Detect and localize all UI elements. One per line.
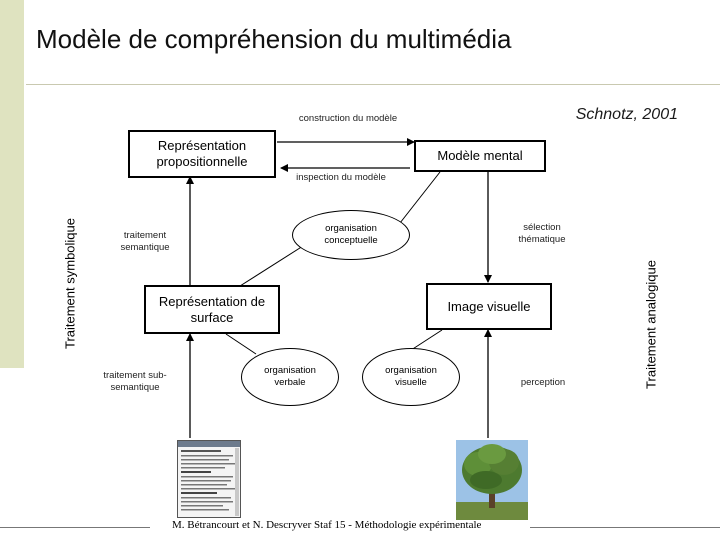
box-visual-image — [426, 283, 552, 330]
tree-picture-thumbnail — [456, 440, 528, 520]
footer-text: M. Bétrancourt et N. Descryver Staf 15 - Méthodologie expérimentale — [172, 519, 482, 531]
box-surface-label: Représentation de surface — [158, 293, 266, 325]
label-construction: construction du modèle — [298, 113, 398, 124]
slide-title: Modèle de compréhension du multimédia — [36, 24, 512, 54]
footer-line-left — [0, 527, 150, 528]
text-document-thumbnail — [177, 440, 241, 518]
label-perception: perception — [520, 377, 566, 388]
box-visual-image-label: Image visuelle — [447, 298, 531, 314]
label-thematic: sélection thématique — [518, 222, 566, 245]
line-conceptual-mental — [400, 172, 440, 223]
label-semantic: traitement semantique — [120, 230, 170, 253]
box-surface-representation — [144, 285, 280, 334]
ellipse-verbal-label: organisation verbale — [264, 365, 316, 388]
box-propositional-label: Représentation propositionnelle — [156, 138, 248, 169]
box-mental-model — [414, 140, 546, 172]
box-mental-model-label: Modèle mental — [437, 148, 523, 163]
ellipse-visual-organisation — [362, 348, 460, 406]
footer-line-right — [530, 527, 720, 528]
ellipse-verbal-organisation — [241, 348, 339, 406]
box-propositional-representation — [128, 130, 276, 178]
ellipse-conceptual-label: organisation conceptuelle — [324, 223, 378, 246]
document-icon — [178, 441, 240, 517]
ellipse-conceptual-organisation — [292, 210, 410, 260]
side-label-symbolic: Traitement symbolique — [62, 218, 78, 350]
label-subsemantic: traitement sub-semantique — [103, 370, 167, 393]
label-inspection: inspection du modèle — [296, 172, 386, 183]
author-citation: Schnotz, 2001 — [575, 106, 678, 123]
line-surface-verbal — [226, 334, 256, 354]
line-surface-conceptual — [240, 246, 303, 286]
ellipse-visual-label: organisation visuelle — [385, 365, 437, 388]
side-label-analogical: Traitement analogique — [643, 260, 659, 389]
tree-icon — [456, 440, 528, 520]
